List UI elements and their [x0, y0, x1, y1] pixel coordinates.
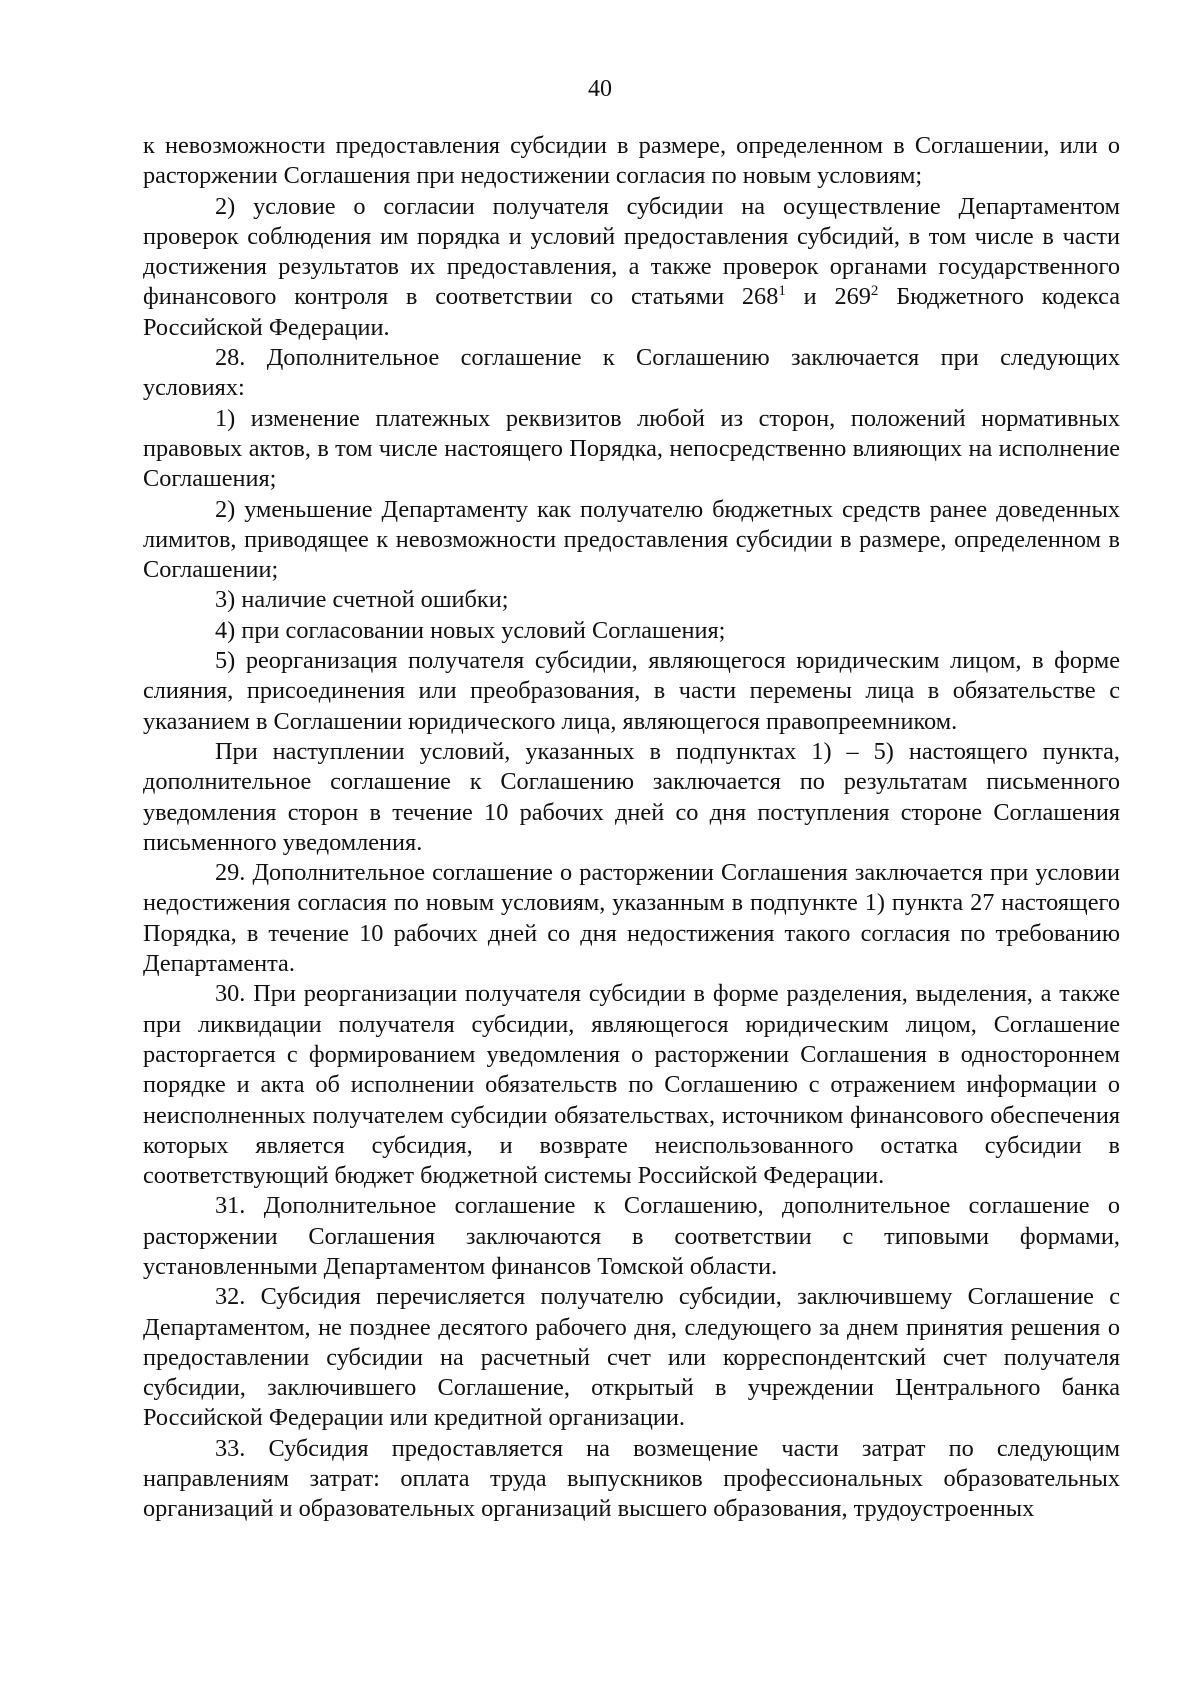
- paragraph-clause-32: 32. Субсидия перечисляется получателю субсидии, заключившему Соглашение с Департаментом, не позднее десятого рабочего дня, следующего за днем принятия решения о предоставлении субсидии на расчетный счет или корреспондентский счет получателя субсидии, заключившего Соглашение, открытый в учреждении Центрального банка Российской Федерации или кредитной организации.: [143, 1283, 1120, 1432]
- paragraph-text-part: Бюджетного кодекса Российской Федерации.: [143, 283, 1120, 341]
- paragraph-subitem-2: 2) уменьшение Департаменту как получателю бюджетных средств ранее доведенных лимитов, приводящее к невозможности предоставления субсидии в размере, определенном в Соглашении;: [143, 495, 1120, 584]
- paragraph-clause-33: 33. Субсидия предоставляется на возмещение части затрат по следующим направлениям затрат: оплата труда выпускников профессиональных образовательных организаций и образовательных организаций высшего образования, трудоустроенных: [143, 1434, 1120, 1523]
- superscript: 2: [870, 283, 879, 300]
- paragraph-text-part: 2) условие о согласии получателя субсидии на осуществление Департаментом проверок соблюдения им порядка и условий предоставления субсидий, в том числе в части достижения результатов их предоставления, а также проверок органами государственного финансового контроля в соответствии со статьями 268: [143, 192, 1120, 311]
- paragraph-subitem-1: 1) изменение платежных реквизитов любой из сторон, положений нормативных правовых актов, в том числе настоящего Порядка, непосредственно влияющих на исполнение Соглашения;: [143, 404, 1120, 493]
- paragraph-clause-30: 30. При реорганизации получателя субсидии в форме разделения, выделения, а также при ликвидации получателя субсидии, являющегося юридическим лицом, Соглашение расторгается с формированием уведомления о расторжении Соглашения в одностороннем порядке и акта об исполнении обязательств по Соглашению с отражением информации о неисполненных получателем субсидии обязательствах, источником финансового обеспечения которых является субсидия, и возврате неиспользованного остатка субсидии в соответствующий бюджет бюджетной системы Российской Федерации.: [143, 980, 1120, 1190]
- paragraph-clause-29: 29. Дополнительное соглашение о расторжении Соглашения заключается при условии недостижения согласия по новым условиям, указанным в подпункте 1) пункта 27 настоящего Порядка, в течение 10 рабочих дней со дня недостижения такого согласия по требованию Департамента.: [143, 859, 1120, 978]
- paragraph-clause-31: 31. Дополнительное соглашение к Соглашению, дополнительное соглашение о расторжении Соглашения заключаются в соответствии с типовыми формами, установленными Департаментом финансов Томской области.: [143, 1192, 1120, 1280]
- superscript: 1: [778, 283, 786, 300]
- paragraph-subitem-3: 3) наличие счетной ошибки;: [215, 586, 509, 614]
- paragraph-subitem-4: 4) при согласовании новых условий Соглашения;: [215, 616, 726, 644]
- paragraph-clause-28: 28. Дополнительное соглашение к Соглашению заключается при следующих условиях:: [143, 344, 1120, 402]
- page-number: 40: [588, 76, 612, 102]
- paragraph-conditions-note: При наступлении условий, указанных в подпунктах 1) – 5) настоящего пункта, дополнительное соглашение к Соглашению заключается по результатам письменного уведомления сторон в течение 10 рабочих дней со дня поступления стороне Соглашения письменного уведомления.: [143, 737, 1120, 856]
- paragraph-subitem-2-audit-consent: [143, 192, 1120, 343]
- paragraph-subitem-5: 5) реорганизация получателя субсидии, являющегося юридическим лицом, в форме слияния, присоединения или преобразования, в части перемены лица в обязательстве с указанием в Соглашении юридического лица, являющегося правопреемником.: [143, 647, 1120, 735]
- paragraph-text-part: и 269: [785, 283, 871, 311]
- paragraph-continuation: к невозможности предоставления субсидии в размере, определенном в Соглашении, или о расторжении Соглашения при недостижении согласия по новым условиям;: [143, 132, 1120, 190]
- document-body: [143, 131, 1120, 1525]
